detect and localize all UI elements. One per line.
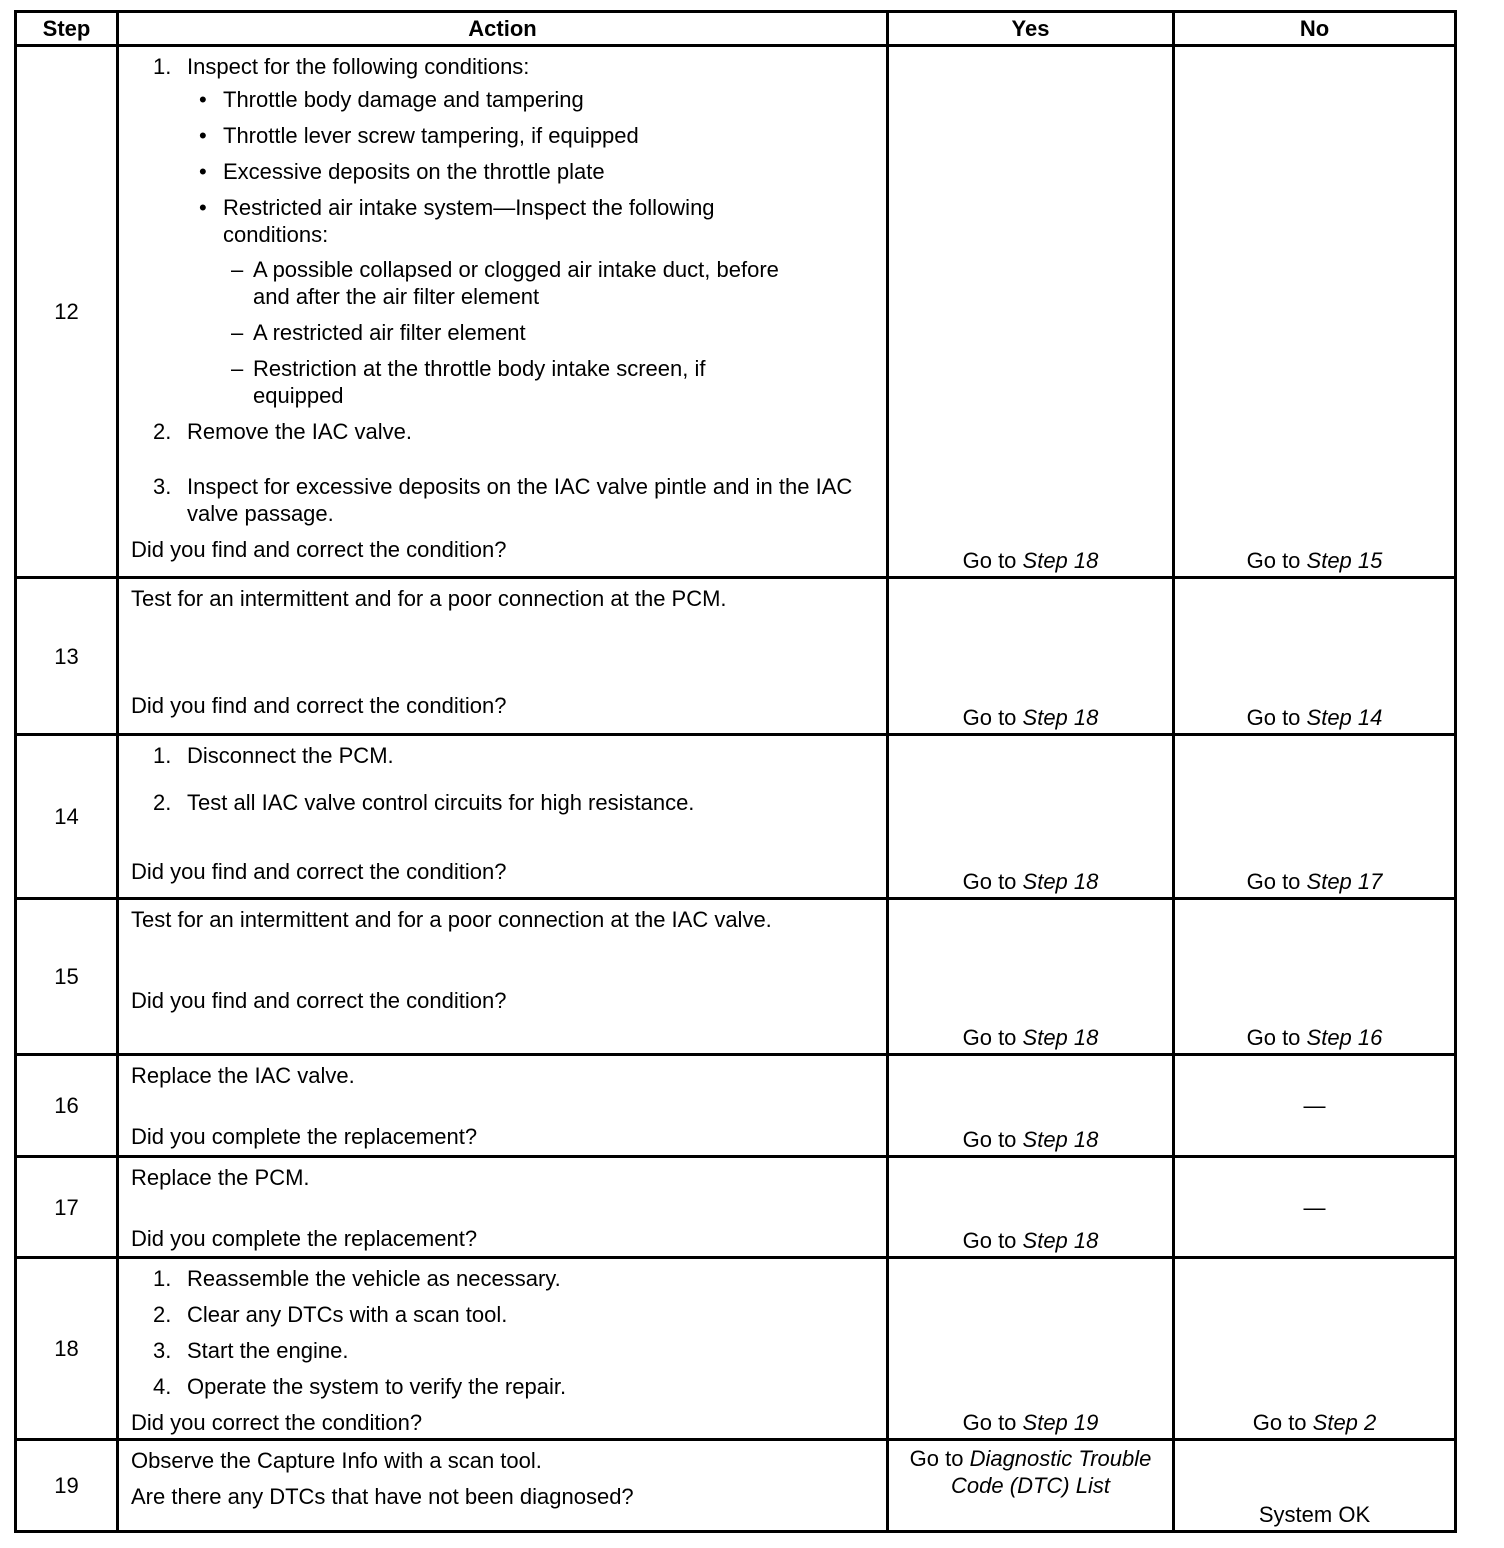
no-cell: — <box>1174 1055 1456 1157</box>
list-item: – A restricted air filter element <box>223 319 784 346</box>
list-item: • Throttle body damage and tampering <box>187 86 874 113</box>
step-link: Step 19 <box>1022 1410 1099 1435</box>
action-cell <box>118 1258 888 1440</box>
question-text: Did you correct the condition? <box>131 1410 423 1435</box>
list-item: • Restricted air intake system—Inspect the following conditions: – A possible collapsed or clogged air intake duct, before and after the air filter element – A restricted air filter element – Restriction at the throttle body intake screen, if equipped <box>187 194 874 409</box>
action-cell <box>118 1055 888 1157</box>
list-item: 2. Clear any DTCs with a scan tool. <box>153 1302 508 1327</box>
header-row <box>16 12 1456 46</box>
question-text: Did you find and correct the condition? <box>131 693 507 718</box>
yes-cell: Go to Step 19 <box>888 1258 1174 1440</box>
no-cell: Go to Step 15 <box>1174 46 1456 578</box>
yes-cell: Go to Diagnostic Trouble Code (DTC) List <box>888 1440 1174 1532</box>
question-text: Did you complete the replacement? <box>131 1124 478 1149</box>
step-number: 16 <box>16 1055 118 1157</box>
list-item: 4. Operate the system to verify the repair. <box>153 1374 567 1399</box>
step-link: Step 17 <box>1306 869 1383 894</box>
yes-cell: Go to Step 18 <box>888 46 1174 578</box>
header-yes: Yes <box>888 12 1174 46</box>
action-text: Observe the Capture Info with a scan tool. <box>131 1448 542 1473</box>
header-no: No <box>1174 12 1456 46</box>
list-item: 1. Reassemble the vehicle as necessary. <box>153 1266 561 1291</box>
no-cell: Go to Step 14 <box>1174 578 1456 735</box>
question-text: Did you find and correct the condition? <box>131 859 507 884</box>
question-text: Did you find and correct the condition? <box>131 537 507 562</box>
header-action: Action <box>118 12 888 46</box>
yes-cell: Go to Step 18 <box>888 578 1174 735</box>
action-cell <box>118 578 888 735</box>
no-cell: System OK <box>1174 1440 1456 1532</box>
action-cell <box>118 899 888 1055</box>
table-row <box>16 1055 1456 1157</box>
step-number: 14 <box>16 735 118 899</box>
step-number: 13 <box>16 578 118 735</box>
list-item: 2. Test all IAC valve control circuits for high resistance. <box>153 790 695 815</box>
step-number: 12 <box>16 46 118 578</box>
question-text: Did you find and correct the condition? <box>131 988 507 1013</box>
step-link: Diagnostic Trouble Code (DTC) List <box>951 1446 1152 1498</box>
list-item: – A possible collapsed or clogged air intake duct, before and after the air filter element <box>223 256 784 310</box>
action-text: Test for an intermittent and for a poor connection at the IAC valve. <box>131 907 772 932</box>
step-link: Step 18 <box>1022 1228 1099 1253</box>
step-link: Step 14 <box>1306 705 1383 730</box>
action-cell <box>118 1157 888 1258</box>
question-text: Are there any DTCs that have not been diagnosed? <box>131 1484 634 1509</box>
no-cell: — <box>1174 1157 1456 1258</box>
step-link: Step 16 <box>1306 1025 1383 1050</box>
step-link: Step 15 <box>1306 548 1383 573</box>
no-cell: Go to Step 17 <box>1174 735 1456 899</box>
step-link: Step 18 <box>1022 548 1099 573</box>
list-item: 3. Inspect for excessive deposits on the IAC valve pintle and in the IAC valve passage. <box>153 474 853 526</box>
step-link: Step 2 <box>1312 1410 1377 1435</box>
list-item: • Excessive deposits on the throttle plate <box>187 158 874 185</box>
action-cell <box>118 1440 888 1532</box>
list-item: 1. Disconnect the PCM. <box>153 743 394 768</box>
diagnostic-table <box>14 10 1457 1533</box>
list-item: 2. Remove the IAC valve. <box>153 419 412 444</box>
table-row <box>16 735 1456 899</box>
yes-cell: Go to Step 18 <box>888 899 1174 1055</box>
step-link: Step 18 <box>1022 705 1099 730</box>
no-cell: Go to Step 2 <box>1174 1258 1456 1440</box>
action-text: Test for an intermittent and for a poor connection at the PCM. <box>131 586 727 611</box>
yes-cell: Go to Step 18 <box>888 1157 1174 1258</box>
yes-cell: Go to Step 18 <box>888 735 1174 899</box>
step-link: Step 18 <box>1022 1127 1099 1152</box>
table-row <box>16 578 1456 735</box>
table-row <box>16 46 1456 578</box>
action-text: Replace the IAC valve. <box>131 1063 355 1088</box>
step-link: Step 18 <box>1022 1025 1099 1050</box>
step-number: 17 <box>16 1157 118 1258</box>
no-cell: Go to Step 16 <box>1174 899 1456 1055</box>
step-number: 18 <box>16 1258 118 1440</box>
step-link: Step 18 <box>1022 869 1099 894</box>
table-row <box>16 1440 1456 1532</box>
list-item: – Restriction at the throttle body intake screen, if equipped <box>223 355 784 409</box>
question-text: Did you complete the replacement? <box>131 1226 478 1251</box>
action-cell <box>118 735 888 899</box>
step-number: 19 <box>16 1440 118 1532</box>
list-item: 1. Inspect for the following conditions: • Throttle body damage and tampering • Throttle lever screw tampering, if equipped • Excessive deposits on the throttle plate • Restricted air intake system—Inspect the following conditions: – A possible collapsed or clogged air intake duct, before and after the air filter element – A restricted air filter element – Restriction at the throttle body intake screen, if equipped <box>131 53 874 409</box>
table-row <box>16 899 1456 1055</box>
yes-cell: Go to Step 18 <box>888 1055 1174 1157</box>
action-text: Replace the PCM. <box>131 1165 310 1190</box>
table-row <box>16 1258 1456 1440</box>
header-step: Step <box>16 12 118 46</box>
list-item: • Throttle lever screw tampering, if equipped <box>187 122 874 149</box>
action-cell <box>118 46 888 578</box>
list-item: 3. Start the engine. <box>153 1338 349 1363</box>
table-row <box>16 1157 1456 1258</box>
step-number: 15 <box>16 899 118 1055</box>
